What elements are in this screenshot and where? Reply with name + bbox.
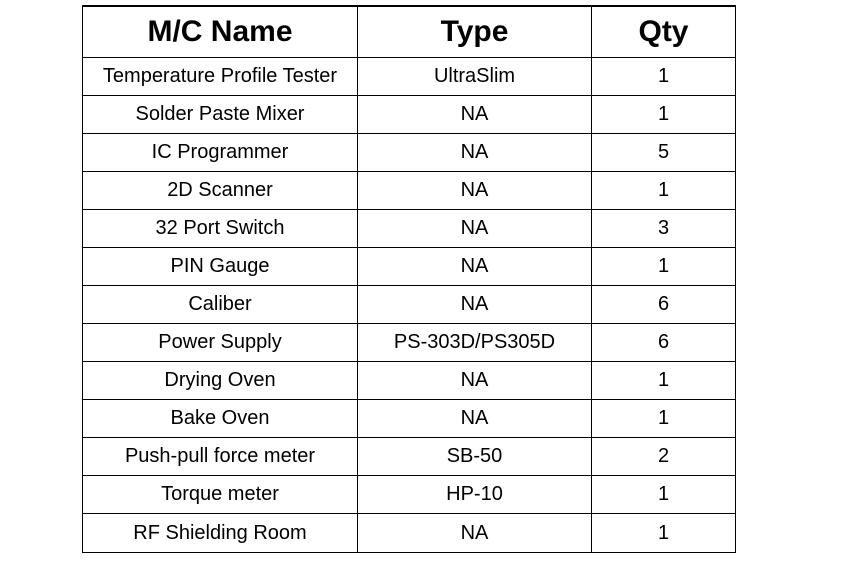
cell-type: NA [358, 362, 592, 400]
table-row [83, 172, 736, 210]
table-row [83, 58, 736, 96]
cell-qty: 1 [592, 362, 736, 400]
cell-type: NA [358, 514, 592, 553]
cell-mc-name: Torque meter [83, 476, 358, 514]
cell-mc-name: Solder Paste Mixer [83, 96, 358, 134]
table-row [83, 210, 736, 248]
cell-mc-name: Temperature Profile Tester [83, 58, 358, 96]
table-row [83, 96, 736, 134]
table-row [83, 324, 736, 362]
cell-qty: 1 [592, 172, 736, 210]
cell-type: HP-10 [358, 476, 592, 514]
cell-mc-name: RF Shielding Room [83, 514, 358, 553]
cell-mc-name: PIN Gauge [83, 248, 358, 286]
cell-qty: 1 [592, 476, 736, 514]
cell-qty: 2 [592, 438, 736, 476]
cell-qty: 1 [592, 400, 736, 438]
header-type: Type [358, 6, 592, 58]
table-row [83, 362, 736, 400]
cell-mc-name: Drying Oven [83, 362, 358, 400]
cell-type: NA [358, 134, 592, 172]
cell-qty: 6 [592, 286, 736, 324]
cell-qty: 1 [592, 514, 736, 553]
cell-mc-name: Power Supply [83, 324, 358, 362]
cell-type: NA [358, 248, 592, 286]
cell-type: UltraSlim [358, 58, 592, 96]
cell-type: PS-303D/PS305D [358, 324, 592, 362]
cell-type: NA [358, 286, 592, 324]
cell-type: NA [358, 96, 592, 134]
cell-type: SB-50 [358, 438, 592, 476]
cell-mc-name: Caliber [83, 286, 358, 324]
table-row [83, 438, 736, 476]
cell-qty: 1 [592, 96, 736, 134]
table-row [83, 514, 736, 553]
table-row [83, 286, 736, 324]
table-row [83, 134, 736, 172]
cell-mc-name: Bake Oven [83, 400, 358, 438]
header-qty: Qty [592, 6, 736, 58]
cell-type: NA [358, 172, 592, 210]
cell-qty: 5 [592, 134, 736, 172]
cell-type: NA [358, 210, 592, 248]
table-row [83, 248, 736, 286]
cell-qty: 3 [592, 210, 736, 248]
cell-qty: 1 [592, 248, 736, 286]
cell-mc-name: Push-pull force meter [83, 438, 358, 476]
cell-qty: 6 [592, 324, 736, 362]
equipment-table [82, 5, 736, 553]
cell-type: NA [358, 400, 592, 438]
table-row [83, 400, 736, 438]
table-row [83, 476, 736, 514]
cell-mc-name: IC Programmer [83, 134, 358, 172]
table-header [83, 6, 736, 58]
cell-mc-name: 32 Port Switch [83, 210, 358, 248]
cell-qty: 1 [592, 58, 736, 96]
cell-mc-name: 2D Scanner [83, 172, 358, 210]
header-mc-name: M/C Name [83, 6, 358, 58]
table-body [83, 58, 736, 553]
header-row [83, 6, 736, 58]
